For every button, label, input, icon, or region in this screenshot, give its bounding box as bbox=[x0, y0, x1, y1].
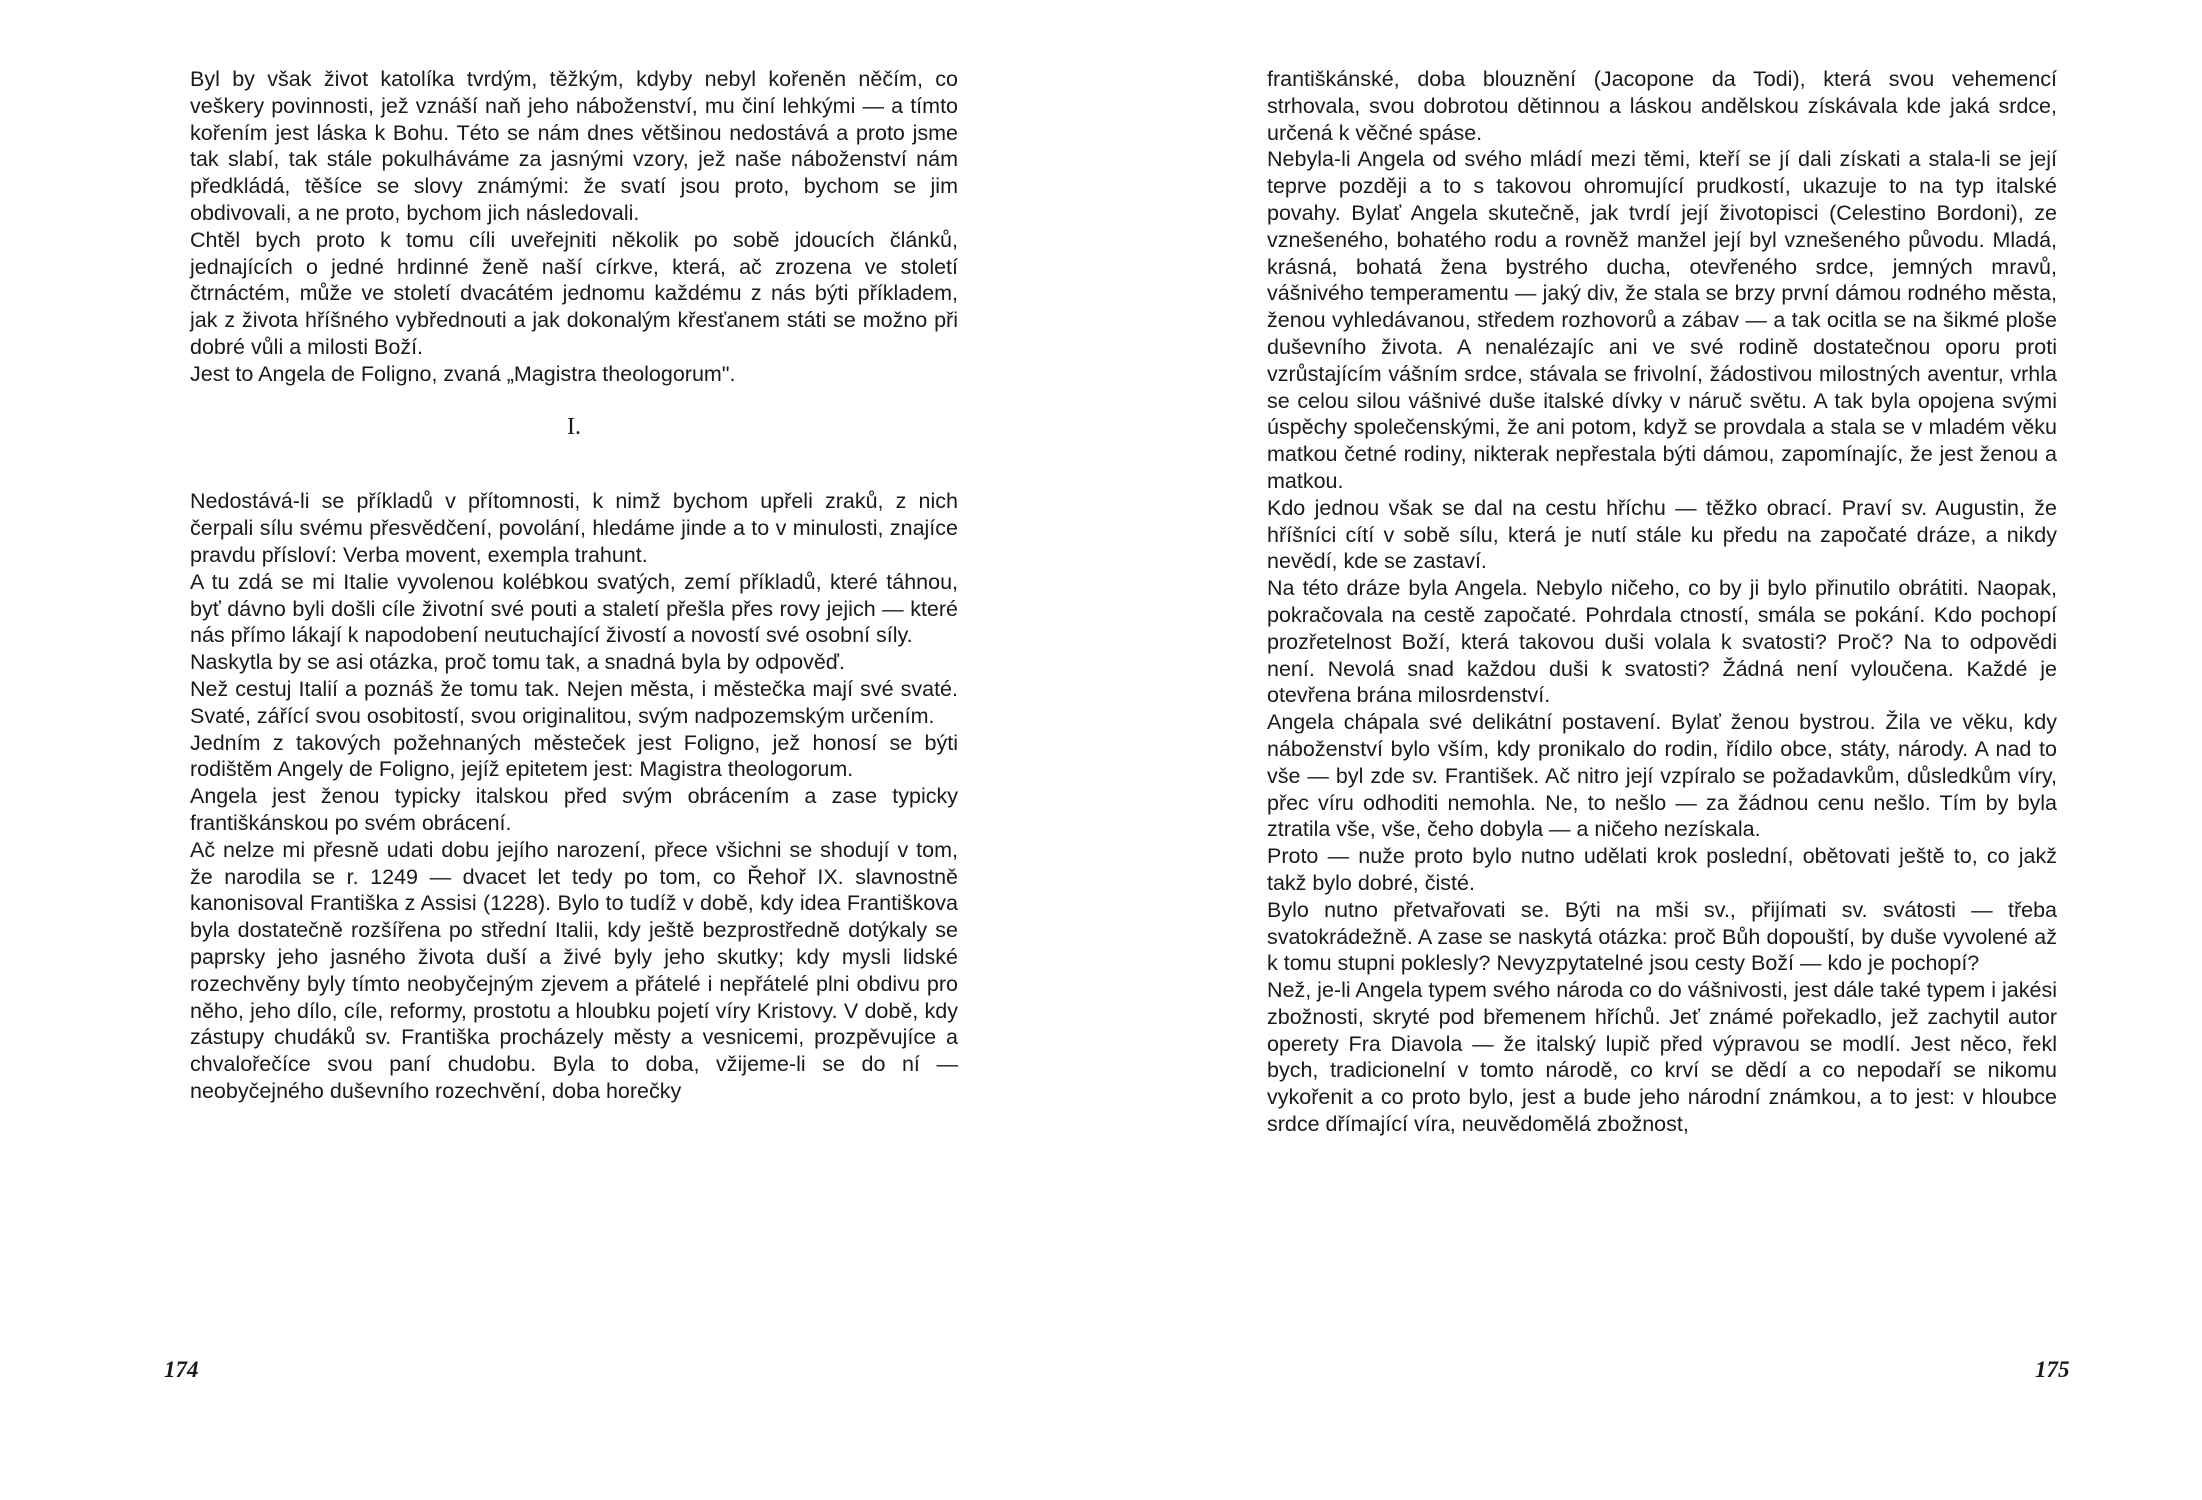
page-number: 175 bbox=[2035, 1357, 2070, 1382]
paragraph: Angela chápala své delikátní postavení. Bylať ženou bystrou. Žila ve věku, kdy náboženství bylo vším, kdy pronikalo do rodin, řídilo obce, státy, národy. A nad to vše — byl zde sv. František. Ač nitro její vzpíralo se požadavkům, důsledkům víry, přec víru odhoditi nemohla. Ne, to nešlo — za žádnou cenu nešlo. Tím by byla ztratila vše, vše, čeho dobyla — a ničeho nezískala. bbox=[1267, 710, 2057, 842]
paragraph: Angela jest ženou typicky italskou před svým obrácením a zase typicky františkánskou po svém obrácení. bbox=[190, 784, 958, 835]
paragraph: Ač nelze mi přesně udati dobu jejího narození, přece všichni se shodují v tom, že narodila se r. 1249 — dvacet let tedy po tom, co Řehoř IX. slavnostně kanonisoval Františka z Assisi (1228). Bylo to tudíž v době, kdy idea Františkova byla dostatečně rozšířena po střední Italii, kdy ještě bezprostředně dotýkaly se paprsky jeho jasného života duší a živé byly jeho skutky; kdy mysli lidské rozechvěny byly tímto neobyčejným zjevem a přátelé i nepřátelé plni obdivu pro něho, jeho dílo, cíle, reformy, prostotu a hloubku pojetí víry Kristovy. V době, kdy zástupy chudáků sv. Františka procházely městy a vesnicemi, prozpěvujíce a chvalořečíce svou paní chudobu. Byla to doba, vžijeme-li se do ní — neobyčejného duševního rozechvění, doba horečky bbox=[190, 837, 958, 1103]
paragraph: Než cestuj Italií a poznáš že tomu tak. Nejen města, i městečka mají své svaté. Svaté, zářící svou osobitostí, svou originalitou, svým nadpozemským určením. bbox=[190, 676, 958, 728]
left-page-text bbox=[190, 66, 958, 1105]
paragraph: Chtěl bych proto k tomu cíli uveřejniti několik po sobě jdoucích článků, jednajících o jedné hrdinné ženě naší církve, která, ač zrozena ve století čtrnáctém, může ve století dvacátém jednomu každému z nás býti příkladem, jak z života hříšného vybřednouti a jak dokonalým křesťanem státi se možno při dobré vůli a milosti Boží. bbox=[190, 227, 958, 359]
paragraph: Byl by však život katolíka tvrdým, těžkým, kdyby nebyl kořeněn něčím, co veškery povinnosti, jež vznáší naň jeho náboženství, mu činí lehkými — a tímto kořením jest láska k Bohu. Této se nám dnes většinou nedostává a proto jsme tak slabí, tak stále pokulháváme za jasnými vzory, jež naše náboženství nám předkládá, těšíce se slovy známými: že svatí jsou proto, bychom se jim obdivovali, a ne proto, bychom jich následovali. bbox=[190, 67, 958, 225]
section-heading: I. bbox=[567, 413, 581, 440]
right-page bbox=[1101, 0, 2202, 1500]
paragraph: A tu zdá se mi Italie vyvolenou kolébkou svatých, zemí příkladů, které táhnou, byť dávno byli došli cíle životní své pouti a staletí přešla přes rovy jejich — které nás přímo lákají k napodobení neutuchající živostí a novostí své osobní síly. bbox=[190, 569, 958, 648]
paragraph: Jedním z takových požehnaných městeček jest Foligno, jež honosí se býti rodištěm Angely de Foligno, jejíž epitetem jest: Magistra theologorum. bbox=[190, 730, 958, 782]
paragraph: Na této dráze byla Angela. Nebylo ničeho, co by ji bylo přinutilo obrátiti. Naopak, pokračovala na cestě započaté. Pohrdala ctností, smála se pokání. Kdo pochopí prozřetelnost Boží, která takovou duši volala k svatosti? Proč? Na to odpovědi není. Nevolá snad každou duši k svatosti? Žádná není vyloučena. Každé je otevřena brána milosrdenství. bbox=[1267, 576, 2057, 708]
right-page-text bbox=[1267, 66, 2057, 1138]
page-number: 174 bbox=[164, 1357, 199, 1382]
paragraph: Nedostává-li se příkladů v přítomnosti, k nimž bychom upřeli zraků, z nich čerpali sílu svému přesvědčení, povolání, hledáme jinde a to v minulosti, znajíce pravdu přísloví: Verba movent, exempla trahunt. bbox=[190, 489, 958, 567]
paragraph: Proto — nuže proto bylo nutno udělati krok poslední, obětovati ještě to, co jakž takž bylo dobré, čisté. bbox=[1267, 844, 2057, 895]
paragraph: Než, je-li Angela typem svého národa co do vášnivosti, jest dále také typem i jakési zbožnosti, skryté pod břemenem hříchů. Jeť známé pořekadlo, jež zachytil autor operety Fra Diavola — že italský lupič před výpravou se modlí. Jest něco, řekl bych, tradicionelní v tomto národě, co krví se dědí a co nepodaří se nikomu vykořenit a co proto bylo, jest a bude jeho národní známkou, a to jest: v hloubce srdce dřímající víra, neuvědomělá zbožnost, bbox=[1267, 978, 2057, 1137]
paragraph: Nebyla-li Angela od svého mládí mezi těmi, kteří se jí dali získati a stala-li se její teprve později a to s takovou ohromující prudkostí, ukazuje to na typ italské povahy. Bylať Angela skutečně, jak tvrdí její životopisci (Celestino Bordoni), ze vznešeného, bohatého rodu a rovněž manžel její byl vznešeného původu. Mladá, krásná, bohatá žena bystrého ducha, otevřeného srdce, jemných mravů, vášnivého temperamentu — jaký div, že stala se brzy první dámou rodného města, ženou vyhledávanou, středem rozhovorů a zábav — a tak ocitla se na šikmé ploše duševního života. A nenalézajíc ani ve své rodině dostatečnou oporu proti vzrůstajícím vášním srdce, stávala se frivolní, žádostivou milostných aventur, vrhla se celou silou vášnivé duše italské dívky v náruč světu. A tak byla opojena svými úspěchy společenskými, že ani potom, když se provdala a stala se v mladém věku matkou četné rodiny, nikterak nepřestala býti dámou, zapomínajíc, že jest ženou a matkou. bbox=[1267, 147, 2057, 493]
paragraph: františkánské, doba blouznění (Jacopone da Todi), která svou vehemencí strhovala, svou dobrotou dětinnou a láskou andělskou získávala kde jaká srdce, určená k věčné spáse. bbox=[1267, 67, 2057, 145]
paragraph: Bylo nutno přetvařovati se. Býti na mši sv., přijímati sv. svátosti — třeba svatokrádežně. A zase se naskytá otázka: proč Bůh dopouští, by duše vyvolené až k tomu stupni poklesly? Nevyzpytatelné jsou cesty Boží — kdo je pochopí? bbox=[1267, 897, 2057, 976]
paragraph: Naskytla by se asi otázka, proč tomu tak, a snadná byla by odpověď. bbox=[190, 650, 845, 675]
paragraph: Jest to Angela de Foligno, zvaná „Magistra theologorum". bbox=[190, 361, 736, 386]
paragraph: Kdo jednou však se dal na cestu hříchu — těžko obrací. Praví sv. Augustin, že hříšníci cítí v sobě sílu, která je nutí stále ku předu na započaté dráze, a nikdy nevědí, kde se zastaví. bbox=[1267, 495, 2057, 574]
